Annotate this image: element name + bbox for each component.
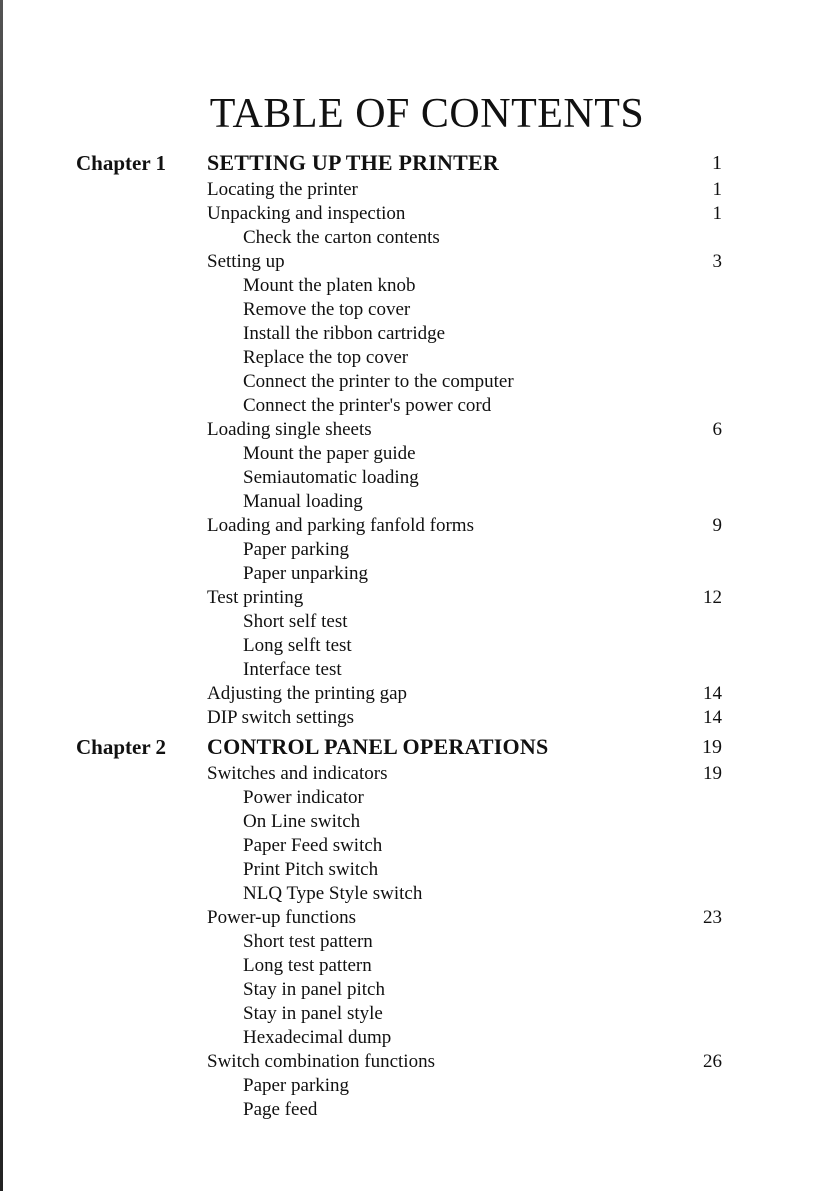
section-title[interactable]: DIP switch settings	[207, 707, 355, 728]
subsection-title[interactable]: Mount the platen knob	[243, 275, 416, 296]
subsection-title[interactable]: Paper Feed switch	[243, 835, 383, 856]
section-title[interactable]: Switch combination functions	[207, 1051, 435, 1072]
subsection-title[interactable]: Replace the top cover	[243, 347, 409, 368]
page-number: 26	[703, 1051, 722, 1072]
chapter-label: Chapter 2	[76, 735, 167, 759]
toc-subsection-row	[0, 882, 840, 906]
toc-subsection-row	[0, 394, 840, 418]
section-title[interactable]: Locating the printer	[207, 179, 358, 200]
section-title[interactable]: Loading and parking fanfold forms	[207, 515, 474, 536]
toc-subsection-row	[0, 634, 840, 658]
toc-subsection-row	[0, 1002, 840, 1026]
toc-subsection-row	[0, 538, 840, 562]
section-title[interactable]: Power-up functions	[207, 907, 356, 928]
page-number: 19	[703, 763, 722, 784]
subsection-title[interactable]: Stay in panel pitch	[243, 979, 385, 1000]
subsection-title[interactable]: Short self test	[243, 611, 348, 632]
page-title: TABLE OF CONTENTS	[209, 91, 645, 137]
toc-subsection-row	[0, 658, 840, 682]
toc-subsection-row	[0, 786, 840, 810]
toc-subsection-row	[0, 834, 840, 858]
chapter-page-number: 19	[702, 736, 722, 758]
section-title[interactable]: Unpacking and inspection	[207, 203, 406, 224]
chapter-page-number: 1	[712, 152, 722, 174]
toc-subsection-row	[0, 346, 840, 370]
toc-subsection-row	[0, 610, 840, 634]
subsection-title[interactable]: Short test pattern	[243, 931, 373, 952]
toc-section-row	[0, 586, 840, 610]
subsection-title[interactable]: NLQ Type Style switch	[243, 883, 423, 904]
toc-section-row	[0, 418, 840, 442]
subsection-title[interactable]: Hexadecimal dump	[243, 1027, 392, 1048]
page-number: 1	[712, 179, 722, 200]
toc-subsection-row	[0, 1026, 840, 1050]
section-title[interactable]: Test printing	[207, 587, 304, 608]
toc-subsection-row	[0, 954, 840, 978]
toc-subsection-row	[0, 298, 840, 322]
subsection-title[interactable]: Paper parking	[243, 539, 350, 560]
subsection-title[interactable]: Manual loading	[243, 491, 363, 512]
toc-section-row	[0, 202, 840, 226]
toc-section-row	[0, 762, 840, 786]
toc-section-row	[0, 514, 840, 538]
toc-subsection-row	[0, 370, 840, 394]
subsection-title[interactable]: Mount the paper guide	[243, 443, 416, 464]
chapter-label: Chapter 1	[76, 151, 167, 175]
subsection-title[interactable]: Long selft test	[243, 635, 352, 656]
subsection-title[interactable]: Remove the top cover	[243, 299, 411, 320]
page-number: 3	[712, 251, 722, 272]
subsection-title[interactable]: Semiautomatic loading	[243, 467, 419, 488]
toc-subsection-row	[0, 490, 840, 514]
page-number: 14	[703, 683, 722, 704]
subsection-title[interactable]: Print Pitch switch	[243, 859, 379, 880]
subsection-title[interactable]: Power indicator	[243, 787, 364, 808]
subsection-title[interactable]: On Line switch	[243, 811, 361, 832]
subsection-title[interactable]: Connect the printer to the computer	[243, 371, 514, 392]
chapter-heading-row	[0, 150, 840, 176]
toc-section-row	[0, 706, 840, 730]
toc-section-row	[0, 250, 840, 274]
toc-section-row	[0, 1050, 840, 1074]
toc-subsection-row	[0, 274, 840, 298]
subsection-title[interactable]: Long test pattern	[243, 955, 372, 976]
subsection-title[interactable]: Connect the printer's power cord	[243, 395, 492, 416]
subsection-title[interactable]: Interface test	[243, 659, 342, 680]
section-title[interactable]: Setting up	[207, 251, 285, 272]
subsection-title[interactable]: Stay in panel style	[243, 1003, 383, 1024]
toc-subsection-row	[0, 1098, 840, 1122]
toc-subsection-row	[0, 322, 840, 346]
toc-subsection-row	[0, 442, 840, 466]
page-number: 9	[712, 515, 722, 536]
chapter-title[interactable]: SETTING UP THE PRINTER	[207, 150, 499, 175]
subsection-title[interactable]: Paper unparking	[243, 563, 369, 584]
chapter-heading-row	[0, 734, 840, 760]
toc-subsection-row	[0, 858, 840, 882]
toc-subsection-row	[0, 226, 840, 250]
section-title[interactable]: Adjusting the printing gap	[207, 683, 408, 704]
page-number: 1	[712, 203, 722, 224]
toc-section-row	[0, 906, 840, 930]
page-number: 23	[703, 907, 722, 928]
subsection-title[interactable]: Check the carton contents	[243, 227, 440, 248]
toc-subsection-row	[0, 930, 840, 954]
toc-subsection-row	[0, 466, 840, 490]
toc-subsection-row	[0, 978, 840, 1002]
toc-subsection-row	[0, 562, 840, 586]
section-title[interactable]: Loading single sheets	[207, 419, 372, 440]
chapter-title[interactable]: CONTROL PANEL OPERATIONS	[207, 734, 549, 759]
page-number: 12	[703, 587, 722, 608]
page-number: 6	[712, 419, 722, 440]
subsection-title[interactable]: Paper parking	[243, 1075, 350, 1096]
subsection-title[interactable]: Install the ribbon cartridge	[243, 323, 446, 344]
toc-section-row	[0, 682, 840, 706]
toc-section-row	[0, 178, 840, 202]
page-number: 14	[703, 707, 722, 728]
toc-subsection-row	[0, 1074, 840, 1098]
section-title[interactable]: Switches and indicators	[207, 763, 388, 784]
subsection-title[interactable]: Page feed	[243, 1099, 318, 1120]
toc-subsection-row	[0, 810, 840, 834]
